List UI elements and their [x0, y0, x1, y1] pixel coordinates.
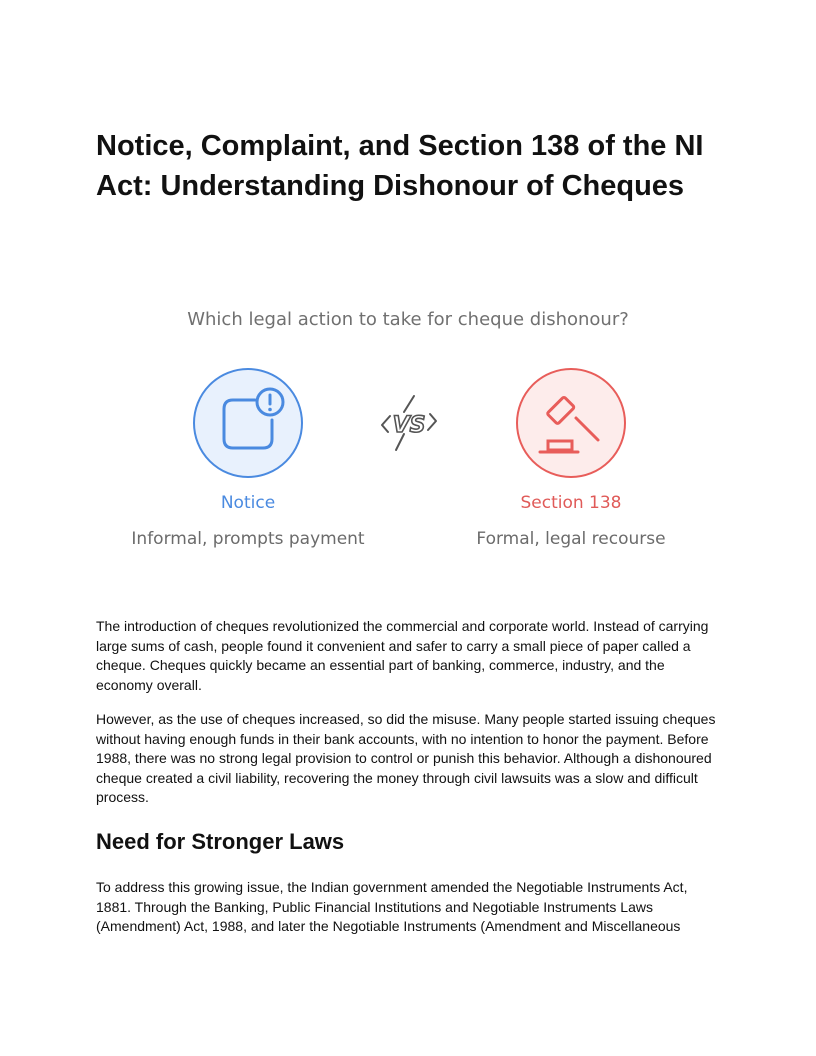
gavel-icon — [518, 370, 624, 476]
document-title: Notice, Complaint, and Section 138 of the NI Act: Understanding Dishonour of Cheques — [96, 130, 704, 202]
paragraph-cheque-introduction: The introduction of cheques revolutionized the commercial and corporate world. Instead of carrying large sums of cash, people found it convenient and safer to carry a small piece of paper called a cheque. Cheques quickly became an essential part of banking, commerce, industry, and the economy overall. — [96, 618, 709, 693]
notice-alert-icon — [195, 370, 301, 476]
section-138-option — [431, 368, 711, 549]
notice-description: Informal, prompts payment — [131, 529, 365, 549]
section-138-circle — [516, 368, 626, 478]
notice-label: Notice — [220, 493, 276, 513]
notice-option — [108, 368, 388, 549]
vs-text: VS — [392, 413, 426, 438]
infographic-question: Which legal action to take for cheque dishonour? — [187, 309, 629, 330]
section-138-description: Formal, legal recourse — [476, 529, 666, 549]
section-138-label: Section 138 — [520, 493, 622, 513]
paragraph-cheque-misuse: However, as the use of cheques increased, so did the misuse. Many people started issuing cheques without having enough funds in their bank accounts, with no intention to honor the payment. Before 1988, there was no strong legal provision to control or punish this behavior. Although a dishonoured cheque created a civil liability, recovering the money through civil lawsuits was a slow and difficult process. — [96, 711, 716, 805]
comparison-infographic — [96, 300, 720, 560]
section-heading: Need for Stronger Laws — [96, 829, 345, 854]
notice-circle — [193, 368, 303, 478]
paragraph-ni-act-amendment: To address this growing issue, the Indian government amended the Negotiable Instruments Act, 1881. Through the Banking, Public Financial Institutions and Negotiable Instruments Laws (Amendment) Act, 1988, and later the Negotiable Instruments (Amendment and Miscellaneous — [96, 879, 688, 934]
